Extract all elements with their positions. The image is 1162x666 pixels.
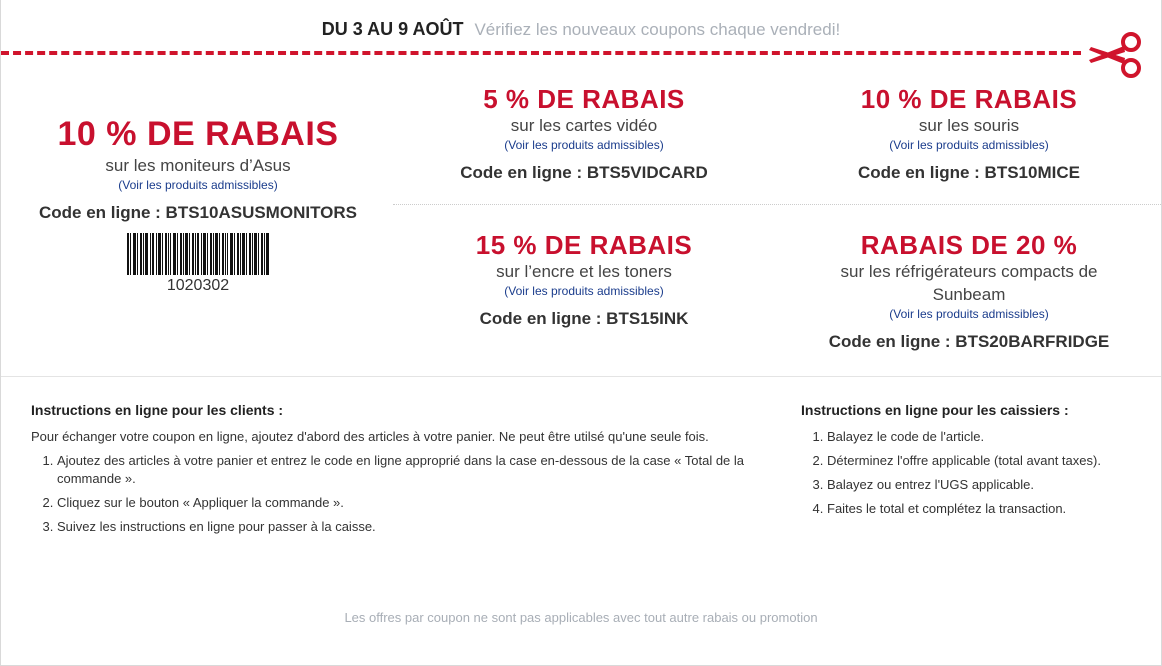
coupon-subtitle: sur les souris xyxy=(918,116,1020,135)
coupon-subtitle: sur l’encre et les toners xyxy=(496,262,672,281)
cut-line xyxy=(1,51,1081,55)
coupon-subtitle: sur les moniteurs d’Asus xyxy=(105,156,291,175)
eligible-products-link[interactable]: (Voir les produits admissibles) xyxy=(889,307,1049,321)
header-note: Vérifiez les nouveaux coupons chaque vendredi! xyxy=(474,20,841,39)
coupon-video-cards xyxy=(434,84,734,183)
coupon-code: Code en ligne : BTS10ASUSMONITORS xyxy=(38,203,357,222)
coupon-ink-toner xyxy=(434,230,734,329)
barcode-number: 1020302 xyxy=(166,277,230,294)
footer-disclaimer: Les offres par coupon ne sont pas applicables avec tout autre rabais ou promotion xyxy=(344,610,818,625)
coupon-bar-fridge xyxy=(819,230,1119,352)
coupon-title: 5 % DE RABAIS xyxy=(483,84,685,114)
coupon-code: Code en ligne : BTS10MICE xyxy=(858,163,1080,182)
coupon-mice xyxy=(819,84,1119,183)
list-item: 3. Suivez les instructions en ligne pour passer à la caisse. xyxy=(57,518,751,536)
list-item: 1. Balayez le code de l'article. xyxy=(827,428,1141,446)
instructions-clients xyxy=(31,402,751,542)
eligible-products-link[interactable]: (Voir les produits admissibles) xyxy=(118,178,278,192)
instructions-cashiers-title: Instructions en ligne pour les caissiers : xyxy=(801,402,1069,418)
eligible-products-link[interactable]: (Voir les produits admissibles) xyxy=(889,138,1049,152)
list-item: 1. Ajoutez des articles à votre panier et entrez le code en ligne approprié dans la case en-dessous de la case « Total de la commande ». xyxy=(57,452,751,488)
coupon-subtitle: sur les cartes vidéo xyxy=(510,116,658,135)
coupon-title: 15 % DE RABAIS xyxy=(475,230,693,260)
coupon-title: 10 % DE RABAIS xyxy=(57,115,339,153)
scissors-icon xyxy=(1083,30,1145,80)
coupon-code: Code en ligne : BTS5VIDCARD xyxy=(460,163,708,182)
coupon-divider xyxy=(393,204,1162,205)
header-date: DU 3 AU 9 AOÛT xyxy=(321,19,464,39)
eligible-products-link[interactable]: (Voir les produits admissibles) xyxy=(504,284,664,298)
list-item: 4. Faites le total et complétez la transaction. xyxy=(827,500,1141,518)
coupon-subtitle: sur les réfrigérateurs compacts de Sunbeam xyxy=(840,262,1098,304)
instructions-clients-title: Instructions en ligne pour les clients : xyxy=(31,402,284,418)
coupon-code: Code en ligne : BTS15INK xyxy=(479,309,689,328)
eligible-products-link[interactable]: (Voir les produits admissibles) xyxy=(504,138,664,152)
coupon-asus xyxy=(23,114,373,295)
coupon-title: 10 % DE RABAIS xyxy=(860,84,1078,114)
list-item: 2. Cliquez sur le bouton « Appliquer la commande ». xyxy=(57,494,751,512)
instructions-clients-intro: Pour échanger votre coupon en ligne, ajoutez d'abord des articles à votre panier. Ne peut être utilsé qu'une seule fois. xyxy=(31,429,709,444)
list-item: 3. Balayez ou entrez l'UGS applicable. xyxy=(827,476,1141,494)
section-divider xyxy=(1,376,1161,377)
coupon-code: Code en ligne : BTS20BARFRIDGE xyxy=(828,332,1110,351)
instructions-cashiers-steps xyxy=(801,428,1141,518)
barcode-image xyxy=(127,233,269,275)
header-banner xyxy=(1,0,1161,50)
instructions-cashiers xyxy=(801,402,1141,524)
list-item: 2. Déterminez l'offre applicable (total avant taxes). xyxy=(827,452,1141,470)
instructions-clients-steps xyxy=(31,452,751,536)
coupon-title: RABAIS DE 20 % xyxy=(860,230,1078,260)
